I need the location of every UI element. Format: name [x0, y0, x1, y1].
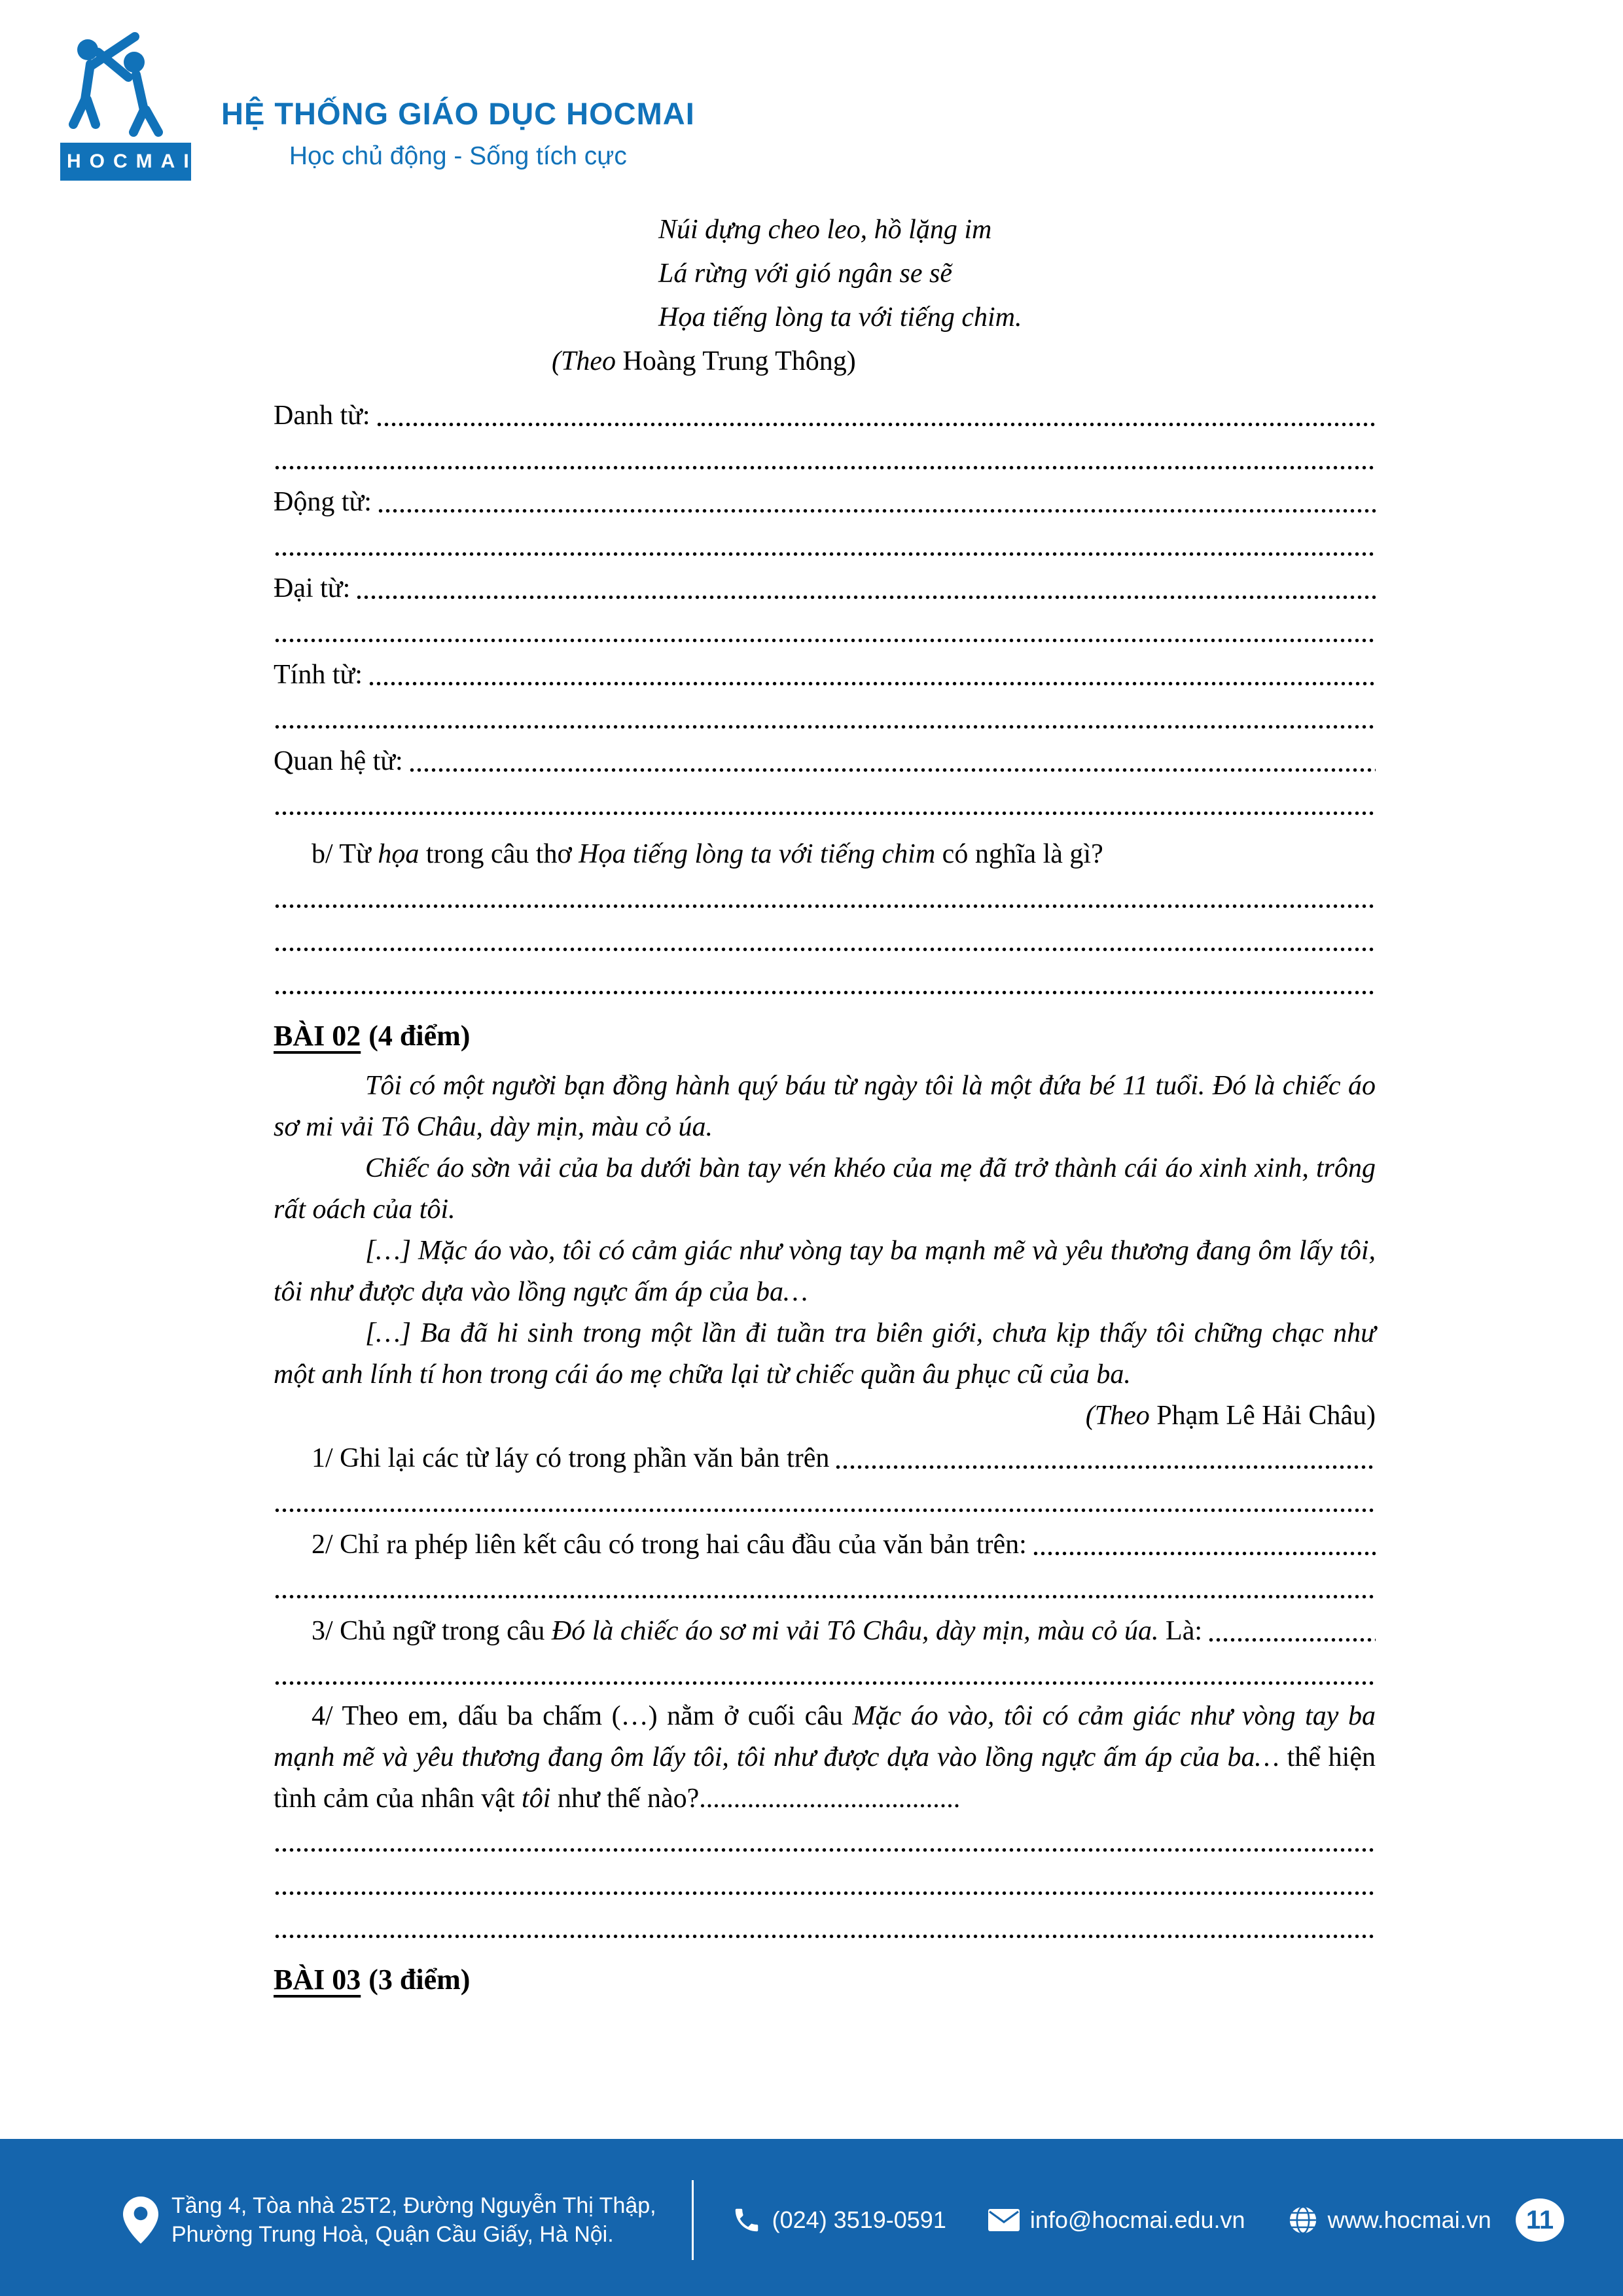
address-line-1: Tầng 4, Tòa nhà 25T2, Đường Nguyễn Thị Thập,: [171, 2193, 656, 2218]
question-text: 1/ Ghi lại các từ láy có trong phần văn bản trên: [312, 1443, 830, 1473]
dotted-leader: [355, 567, 1376, 610]
page-number: 11: [1525, 2205, 1554, 2234]
dotted-leader: [408, 740, 1376, 783]
email-address: info@hocmai.edu.vn: [1029, 2206, 1245, 2233]
dotted-line: [274, 1906, 1376, 1949]
header: [60, 30, 695, 181]
word-class-label: Tính từ:: [274, 660, 363, 690]
dotted-leader: [1207, 1609, 1376, 1653]
poem: [658, 208, 1376, 340]
question-1: [312, 1437, 1376, 1480]
question-3: [312, 1609, 1376, 1653]
passage-paragraph: Tôi có một người bạn đồng hành quý báu từ ngày tôi là một đứa bé 11 tuổi. Đó là chiếc áo sơ mi vải Tô Châu, dày mịn, màu cỏ úa.: [274, 1071, 1376, 1142]
question-text: 3/ Chủ ngữ trong câu Đó là chiếc áo sơ mi vải Tô Châu, dày mịn, màu cỏ úa. Là:: [312, 1616, 1203, 1646]
dotted-line: [274, 919, 1376, 962]
word-class-row: [274, 480, 1376, 524]
dotted-line: [274, 962, 1376, 1005]
envelope-icon: [988, 2209, 1020, 2231]
question-4: 4/ Theo em, dấu ba chấm (…) nằm ở cuối câu Mặc áo vào, tôi có cảm giác như vòng tay ba mạnh mẽ và yêu thương đang ôm lấy tôi, tôi như được dựa vào lồng ngực ấm áp của ba… thể hiện tình cảm của nhân vật tôi như thế nào?......................................: [274, 1701, 1376, 1814]
address-line-2: Phường Trung Hoà, Quận Cầu Giấy, Hà Nội.: [171, 2222, 614, 2247]
header-text: [221, 96, 695, 171]
dotted-line: [274, 1820, 1376, 1863]
hocmai-figures-icon: [60, 30, 191, 138]
word-class-row: [274, 653, 1376, 696]
website-item: [1289, 2206, 1491, 2234]
dotted-line: [274, 876, 1376, 919]
passage-paragraph: […] Ba đã hi sinh trong một lần đi tuần tra biên giới, chưa kịp thấy tôi chững chạc như một anh lính tí hon trong cái áo mẹ chữa lại từ chiếc quần âu phục cũ của ba.: [274, 1318, 1376, 1390]
worksheet-content: [274, 208, 1376, 2000]
passage-paragraph: Chiếc áo sờn vải của ba dưới bàn tay vén khéo của mẹ đã trở thành cái áo xinh xinh, trông rất oách của tôi.: [274, 1153, 1376, 1225]
word-class-label: Đại từ:: [274, 573, 351, 603]
poem-line: Núi dựng cheo leo, hồ lặng im: [658, 215, 992, 245]
dotted-leader: [368, 653, 1376, 696]
dotted-leader: [1032, 1523, 1376, 1566]
email-item: [988, 2206, 1245, 2234]
question-b: b/ Từ họa trong câu thơ Họa tiếng lòng ta với tiếng chim có nghĩa là gì?: [312, 839, 1103, 869]
dotted-line: [274, 1566, 1376, 1609]
dotted-line: [274, 1653, 1376, 1696]
footer: [0, 2139, 1623, 2296]
section-heading-points: (3 điểm): [368, 1964, 471, 1996]
passage-paragraph: […] Mặc áo vào, tôi có cảm giác như vòng tay ba mạnh mẽ và yêu thương đang ôm lấy tôi, tôi như được dựa vào lồng ngực ấm áp của ba…: [274, 1236, 1376, 1307]
poem-line: Lá rừng với gió ngân se sẽ: [658, 259, 952, 289]
dotted-leader: [377, 480, 1376, 524]
dotted-line: [274, 610, 1376, 653]
phone-number: (024) 3519-0591: [772, 2206, 946, 2233]
globe-icon: [1289, 2206, 1317, 2234]
hocmai-logo-text: HOCMAI: [60, 143, 191, 181]
org-title: HỆ THỐNG GIÁO DỤC HOCMAI: [221, 96, 695, 131]
passage-attribution: (Theo Phạm Lê Hải Châu): [1085, 1401, 1376, 1431]
website-url: www.hocmai.vn: [1327, 2206, 1491, 2233]
section-heading-text: BÀI 02: [274, 1020, 361, 1052]
footer-row: [123, 2181, 1564, 2259]
footer-divider: [692, 2180, 694, 2260]
dotted-leader: [834, 1437, 1376, 1480]
section-heading-text: BÀI 03: [274, 1964, 361, 1996]
word-class-label: Động từ:: [274, 487, 372, 517]
page-number-badge: [1516, 2198, 1564, 2242]
word-class-row: [274, 394, 1376, 437]
dotted-leader: [376, 394, 1376, 437]
section-heading-points: (4 điểm): [368, 1020, 471, 1052]
section-heading-bai02: [274, 1016, 1376, 1056]
word-class-label: Danh từ:: [274, 401, 370, 431]
dotted-line: [274, 783, 1376, 826]
dotted-line: [274, 437, 1376, 480]
address: [171, 2191, 656, 2249]
poem-attribution: (Theo Hoàng Trung Thông): [552, 346, 856, 376]
word-class-row: [274, 740, 1376, 783]
dotted-line: [274, 1863, 1376, 1906]
org-tagline: Học chủ động - Sống tích cực: [289, 142, 627, 170]
word-class-row: [274, 567, 1376, 610]
word-class-section: [274, 394, 1376, 826]
word-class-label: Quan hệ từ:: [274, 746, 403, 776]
section-heading-bai03: [274, 1960, 1376, 2000]
phone-icon: [732, 2205, 762, 2235]
location-pin-icon: [123, 2197, 158, 2244]
dotted-line: [274, 696, 1376, 740]
phone-item: [732, 2205, 946, 2235]
question-2: [312, 1523, 1376, 1566]
question-text: 2/ Chỉ ra phép liên kết câu có trong hai câu đầu của văn bản trên:: [312, 1530, 1027, 1560]
hocmai-logo: [60, 30, 198, 181]
poem-line: Họa tiếng lòng ta với tiếng chim.: [658, 302, 1022, 332]
dotted-line: [274, 1480, 1376, 1523]
dotted-line: [274, 524, 1376, 567]
